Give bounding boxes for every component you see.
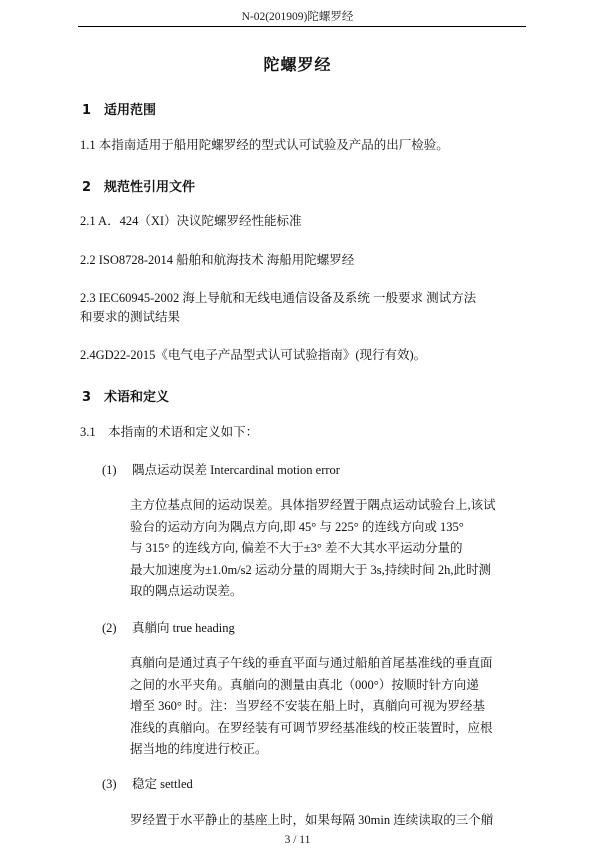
paragraph-1-1: 1.1 本指南适用于船用陀螺罗经的型式认可试验及产品的出厂检验。 [80,138,449,152]
term-label-3 [102,774,193,792]
term-title: 隅点运动误差 Intercardinal motion error [132,463,340,477]
definition-line: 罗经置于水平静止的基座上时，如果每隔 30min 连续读取的三个艏 [130,813,494,827]
section-heading-1 [82,99,156,118]
section-number: 1 [82,103,92,118]
document-title: 陀螺罗经 [263,55,332,74]
term-label-2 [102,618,235,636]
definition-line: 增至 360° 时。注：当罗经不安装在船上时，真艏向可视为罗经基 [130,699,485,713]
paragraph-2-1: 2.1 A．424（XI）决议陀螺罗经性能标准 [80,214,302,228]
definition-line: 真艏向是通过真子午线的垂直平面与通过船舶首尾基准线的垂直面 [130,656,493,670]
term-number: (2) [102,621,117,635]
term-title: 真艏向 true heading [132,621,235,635]
section-title: 规范性引用文件 [104,180,196,195]
definition-line: 与 315° 的连线方向, 偏差不大于±3° 差不大其水平运动分量的 [130,541,463,555]
paragraph-2-2: 2.2 ISO8728-2014 船舶和航海技术 海船用陀螺罗经 [80,253,355,267]
term-definition-1 [130,495,528,603]
page-number: 3 / 11 [284,834,311,846]
definition-line: 取的隅点运动误差。 [130,584,243,598]
definition-line: 最大加速度为±1.0m/s2 运动分量的周期大于 3s,持续时间 2h,此时测 [130,562,492,577]
section-title: 适用范围 [104,103,157,118]
definition-line: 之间的水平夹角。真艏向的测量由真北（000°）按顺时针方向递 [130,677,479,692]
header-divider [78,26,526,27]
running-header: N-02(201909)陀螺罗经 [241,11,354,23]
term-label-1 [102,460,340,478]
paragraph-2-3-line-2: 和要求的测试结果 [80,310,181,324]
definition-line: 据当地的纬度进行校正。 [130,742,268,756]
term-title: 稳定 settled [132,777,193,791]
definition-line: 准线的真艏向。在罗经装有可调节罗经基准线的校正装置时，应根 [130,720,493,735]
section-number: 3 [82,390,92,405]
term-number: (3) [102,777,117,791]
section-number: 2 [82,180,92,195]
definition-line: 验台的运动方向为隅点方向,即 45° 与 225° 的连线方向或 135° [130,519,464,534]
section-heading-3 [82,386,169,405]
term-definition-2 [130,653,528,761]
term-definition-3 [130,810,528,832]
term-number: (1) [102,463,117,477]
definition-line: 主方位基点间的运动误差。具体指罗经置于隅点运动试验台上,该试 [130,498,496,512]
section-heading-2 [82,176,195,195]
paragraph-3-1: 3.1 本指南的术语和定义如下： [80,425,259,439]
paragraph-2-4: 2.4GD22-2015《电气电子产品型式认可试验指南》(现行有效)。 [80,348,427,362]
section-title: 术语和定义 [104,390,170,405]
paragraph-2-3-line-1: 2.3 IEC60945-2002 海上导航和无线电通信设备及系统 一般要求 测试方法 [80,291,477,305]
